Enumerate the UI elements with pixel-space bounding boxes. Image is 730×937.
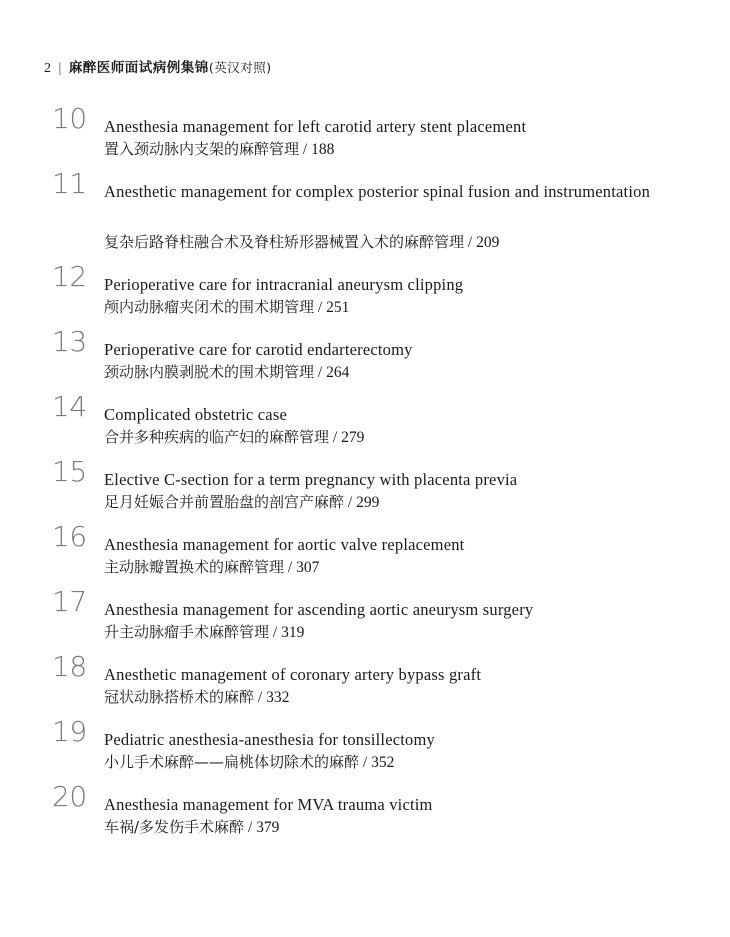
chinese-title-text: 车祸/多发伤手术麻醉 (104, 818, 245, 836)
chinese-title-text: 主动脉瓣置换术的麻醉管理 (104, 558, 285, 576)
chapter-title-chinese (104, 297, 349, 318)
running-header (44, 56, 272, 77)
chapter-title-english: Pediatric anesthesia-anesthesia for tonsillectomy (104, 730, 435, 749)
chinese-title-text: 颅内动脉瘤夹闭术的围术期管理 (104, 298, 315, 316)
chapter-number: 15 (52, 455, 87, 488)
chapter-number: 12 (52, 260, 87, 293)
chapter-number: 10 (52, 102, 87, 135)
chapter-number: 20 (52, 780, 87, 813)
chapter-title-english: Complicated obstetric case (104, 405, 287, 424)
chinese-title-text: 足月妊娠合并前置胎盘的剖宫产麻醉 (104, 493, 345, 511)
page-reference: / 307 (284, 559, 320, 576)
chinese-title-text: 冠状动脉搭桥术的麻醉 (104, 688, 255, 706)
chapter-title-english: Anesthesia management for MVA trauma victim (104, 795, 433, 814)
chapter-title-chinese (104, 427, 364, 448)
chapter-title-chinese (104, 362, 349, 383)
chapter-title-chinese (104, 492, 379, 513)
chapter-number: 16 (52, 520, 87, 553)
page-reference: / 264 (314, 364, 350, 381)
chapter-title-chinese (104, 139, 334, 160)
page-number: 2 (44, 61, 52, 76)
page-reference: / 188 (299, 141, 335, 158)
chinese-title-text: 升主动脉瘤手术麻醉管理 (104, 623, 270, 641)
chapter-title-chinese (104, 622, 304, 643)
chinese-title-text: 复杂后路脊柱融合术及脊柱矫形器械置入术的麻醉管理 (104, 233, 465, 251)
chapter-title-english: Anesthetic management of coronary artery bypass graft (104, 665, 482, 684)
chapter-number: 11 (52, 167, 87, 200)
chapter-title-english: Perioperative care for intracranial aneurysm clipping (104, 275, 464, 294)
page-reference: / 251 (314, 299, 350, 316)
chapter-title-chinese (104, 557, 319, 578)
chapter-number: 18 (52, 650, 87, 683)
page-reference: / 209 (464, 234, 500, 251)
page-reference: / 352 (359, 754, 395, 771)
page-reference: / 299 (344, 494, 380, 511)
chinese-title-text: 颈动脉内膜剥脱术的围术期管理 (104, 363, 315, 381)
chapter-title-chinese (104, 817, 279, 838)
chapter-title-english: Anesthesia management for left carotid artery stent placement (104, 117, 527, 136)
chapter-number: 17 (52, 585, 87, 618)
page-reference: / 332 (254, 689, 290, 706)
chinese-title-text: 置入颈动脉内支架的麻醉管理 (104, 140, 300, 158)
chapter-title-english: Perioperative care for carotid endarterectomy (104, 340, 413, 359)
chapter-title-english: Anesthetic management for complex posterior spinal fusion and instrumentation (104, 182, 651, 201)
header-separator: | (58, 61, 62, 76)
page-reference: / 279 (329, 429, 365, 446)
chapter-title-english: Anesthesia management for aortic valve replacement (104, 535, 465, 554)
chapter-title-chinese (104, 232, 499, 253)
chinese-title-text: 小儿手术麻醉——扁桃体切除术的麻醉 (104, 753, 360, 771)
chapter-number: 14 (52, 390, 87, 423)
chinese-title-text: 合并多种疾病的临产妇的麻醉管理 (104, 428, 330, 446)
chapter-title-chinese (104, 687, 289, 708)
book-title: 麻醉医师面试病例集锦 (68, 60, 209, 76)
chapter-title-english: Anesthesia management for ascending aortic aneurysm surgery (104, 600, 534, 619)
chapter-number: 13 (52, 325, 87, 358)
book-subtitle: (英汉对照) (208, 60, 272, 75)
chapter-title-english: Elective C-section for a term pregnancy with placenta previa (104, 470, 518, 489)
page-reference: / 379 (244, 819, 280, 836)
chapter-number: 19 (52, 715, 87, 748)
chapter-title-chinese (104, 752, 394, 773)
page-reference: / 319 (269, 624, 305, 641)
